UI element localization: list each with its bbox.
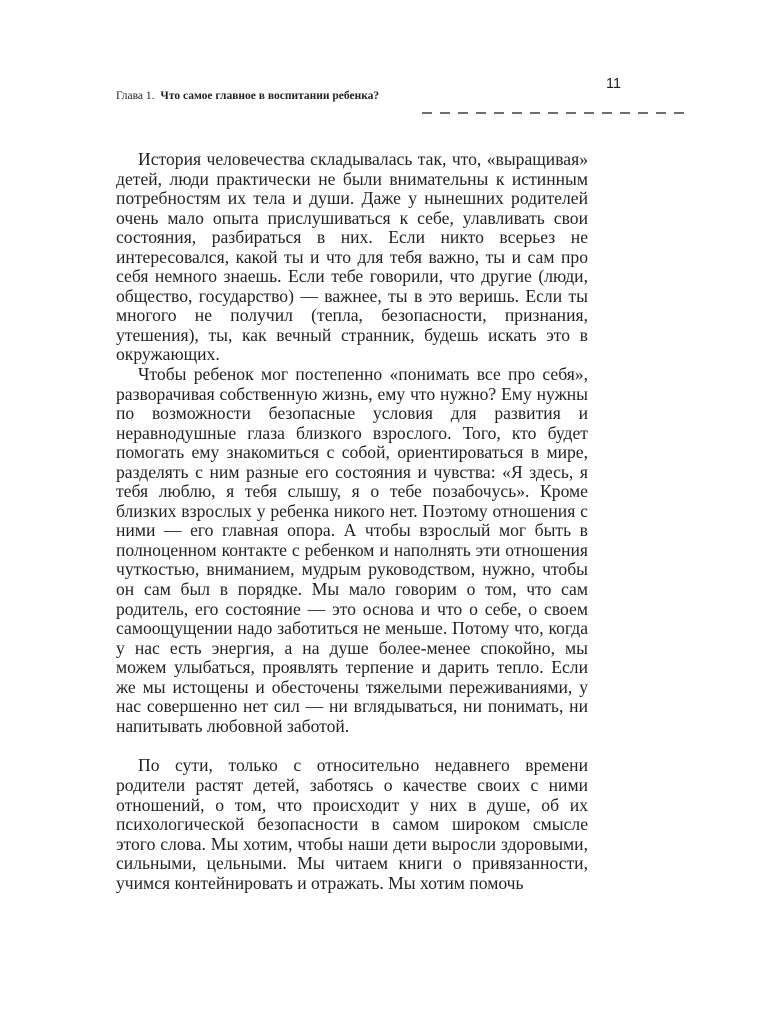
chapter-label: Глава 1. bbox=[116, 90, 155, 102]
paragraph-3: По сути, только с относительно недавнего времени родители растят детей, заботясь о качестве своих с ними отношений, о том, что происходит у них в душе, об их психологической безопасности в самом широком смысле этого слова. Мы хотим, чтобы наши дети выросли здоровыми, сильными, цельными. Мы читаем книги о привязанности, учимся контейнировать и отражать. Мы хотим помочь bbox=[116, 755, 588, 893]
chapter-title: Что самое главное в воспитании ребенка? bbox=[160, 90, 380, 102]
body-text bbox=[116, 150, 588, 893]
paragraph-2: Чтобы ребенок мог постепенно «понимать все про себя», разворачивая собственную жизнь, ему что нужно? Ему нужны по возможности безопасные условия для развития и неравнодушные глаза близкого взрослого. Того, кто будет помогать ему знакомиться с собой, ориентироваться в мире, разделять с ним разные его состояния и чувства: «Я здесь, я тебя люблю, я тебя слышу, я о тебе позабочусь». Кроме близких взрослых у ребенка никого нет. Поэтому отношения с ними — его главная опора. А чтобы взрослый мог быть в полноценном контакте с ребенком и наполнять эти отношения чуткостью, вниманием, мудрым руководством, нужно, чтобы он сам был в порядке. Мы мало говорим о том, что сам родитель, его состояние — это основа и что о себе, о своем самоощущении надо заботиться не меньше. Потому что, когда у нас есть энергия, а на душе более-менее спокойно, мы можем улыбаться, проявлять терпение и дарить тепло. Если же мы истощены и обесточены тяжелыми переживаниями, у нас совершенно нет сил — ни вглядываться, ни понимать, ни напитывать любовной заботой. bbox=[116, 364, 588, 736]
paragraph-1: История человечества складывалась так, что, «выращивая» детей, люди практически не были внимательны к истинным потребностям их тела и души. Даже у нынешних родителей очень мало опыта прислушиваться к себе, улавливать свои состояния, разбираться в них. Если никто всерьез не интересовался, какой ты и что для тебя важно, ты и сам про себя немного знаешь. Если тебе говорили, что другие (люди, общество, государство) — важнее, ты в это веришь. Если ты многого не получил (тепла, безопасности, признания, утешения), ты, как вечный странник, будешь искать это в окружающих. bbox=[116, 149, 588, 365]
running-head bbox=[116, 90, 379, 102]
dashed-divider bbox=[422, 112, 684, 114]
page-number: 11 bbox=[606, 76, 622, 92]
